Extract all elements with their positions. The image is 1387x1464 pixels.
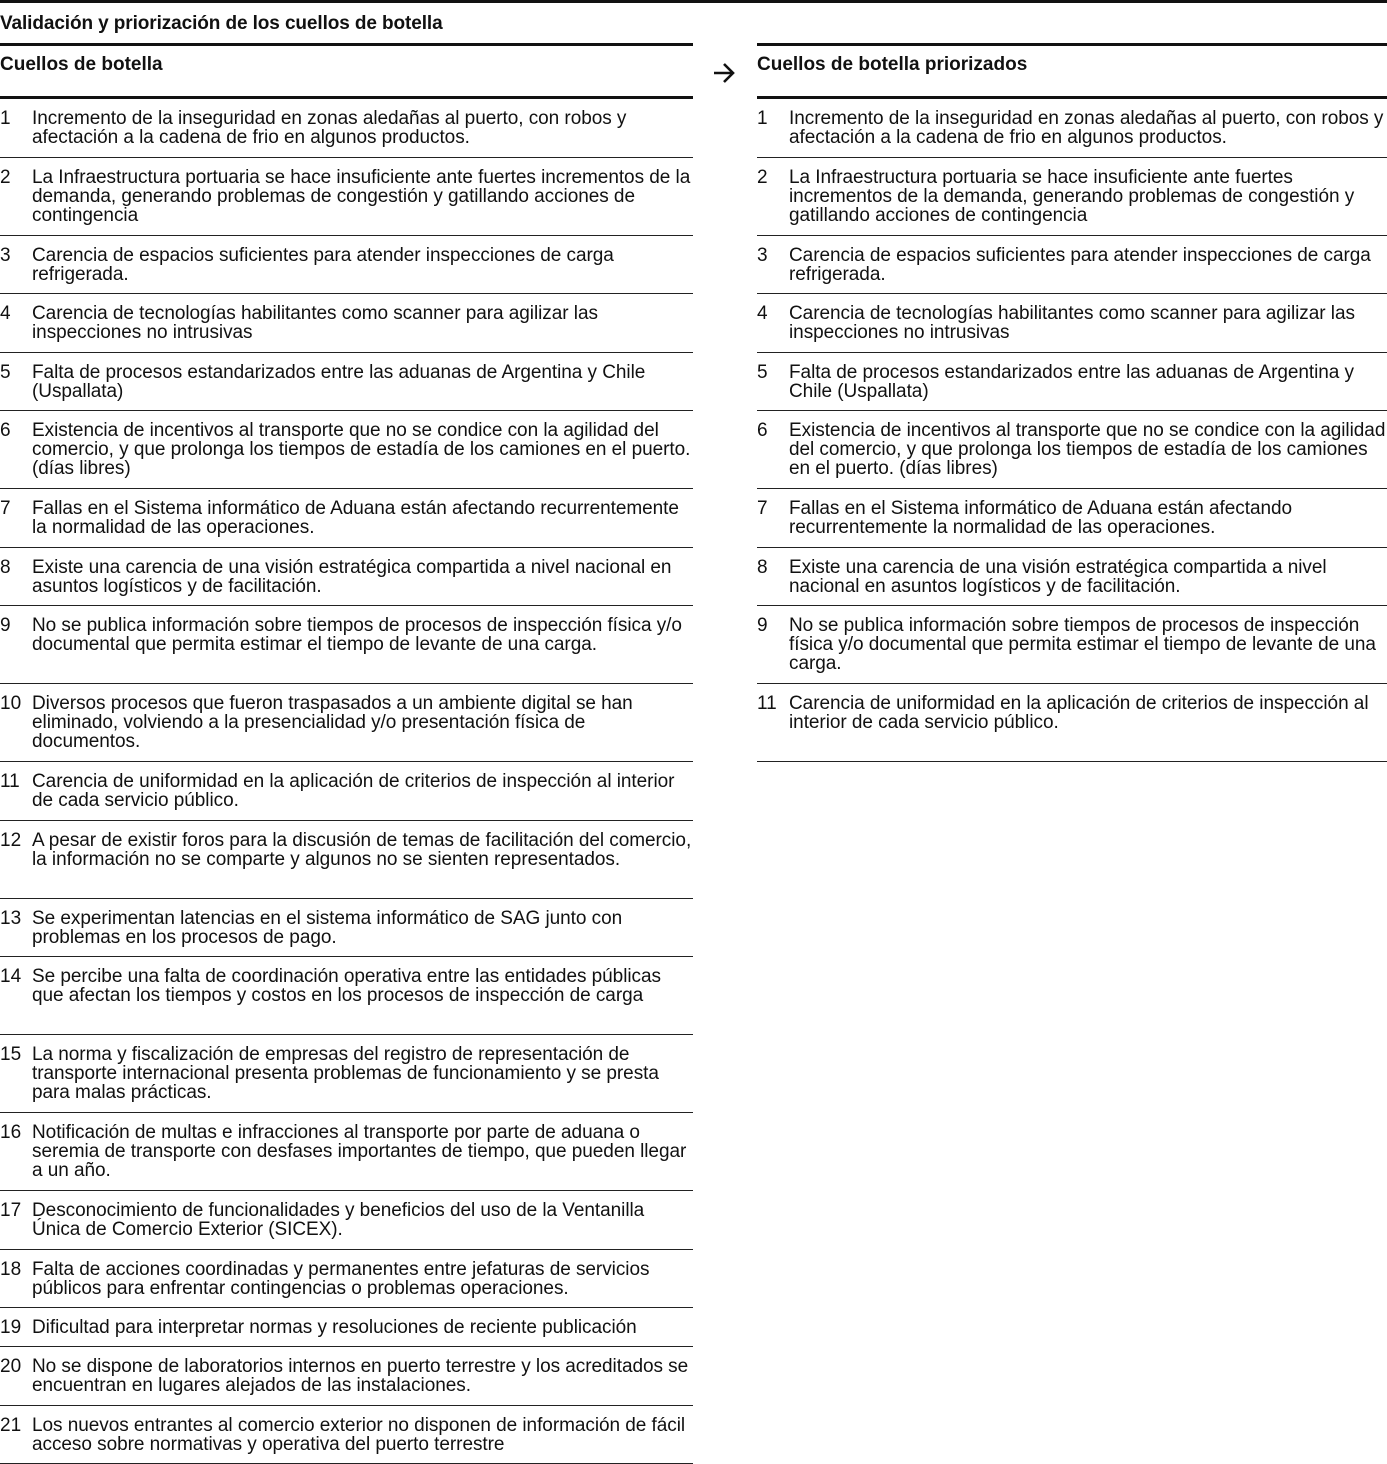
item-text: Fallas en el Sistema informático de Aduana están afectando recurrentemente la normalidad de las operaciones. (789, 499, 1387, 537)
list-item (757, 236, 1387, 295)
item-text: Desconocimiento de funcionalidades y beneficios del uso de la Ventanilla Única de Comercio Exterior (SICEX). (32, 1201, 693, 1239)
item-number: 3 (757, 246, 768, 265)
list-item (757, 158, 1387, 236)
item-number: 7 (757, 499, 768, 518)
item-text: Carencia de uniformidad en la aplicación de criterios de inspección al interior de cada servicio público. (789, 694, 1387, 732)
item-number: 10 (0, 694, 21, 713)
list-item (757, 294, 1387, 353)
left-panel (0, 43, 693, 1464)
item-text: Los nuevos entrantes al comercio exterior no disponen de información de fácil acceso sobre normativas y operativa del puerto terrestre (32, 1416, 693, 1454)
item-text: Dificultad para interpretar normas y resoluciones de reciente publicación (32, 1318, 693, 1337)
item-number: 6 (0, 421, 11, 440)
item-text: Falta de procesos estandarizados entre las aduanas de Argentina y Chile (Uspallata) (789, 363, 1387, 401)
item-text: Existe una carencia de una visión estratégica compartida a nivel nacional en asuntos logísticos y de facilitación. (789, 558, 1387, 596)
item-text: Fallas en el Sistema informático de Aduana están afectando recurrentemente la normalidad de las operaciones. (32, 499, 693, 537)
item-text: Falta de procesos estandarizados entre las aduanas de Argentina y Chile (Uspallata) (32, 363, 693, 401)
item-number: 9 (0, 616, 11, 635)
item-number: 2 (757, 168, 768, 187)
item-number: 15 (0, 1045, 21, 1064)
arrow-right-icon (711, 60, 737, 86)
list-item (0, 821, 693, 899)
item-text: Falta de acciones coordinadas y permanentes entre jefaturas de servicios públicos para enfrentar contingencias o problemas operaciones. (32, 1260, 693, 1298)
item-number: 16 (0, 1123, 21, 1142)
item-text: Existencia de incentivos al transporte que no se condice con la agilidad del comercio, y que prolonga los tiempos de estadía de los camiones en el puerto. (días libres) (32, 421, 693, 478)
item-number: 4 (757, 304, 768, 323)
list-item (0, 1406, 693, 1464)
item-text: Carencia de uniformidad en la aplicación de criterios de inspección al interior de cada servicio público. (32, 772, 693, 810)
list-item (0, 1308, 693, 1347)
item-number: 9 (757, 616, 768, 635)
right-panel-title: Cuellos de botella priorizados (757, 54, 1027, 76)
item-text: A pesar de existir foros para la discusión de temas de facilitación del comercio, la información no se comparte y algunos no se sienten representados. (32, 831, 693, 869)
item-text: La norma y fiscalización de empresas del registro de representación de transporte internacional presenta problemas de funcionamiento y se presta para malas prácticas. (32, 1045, 693, 1102)
item-text: No se dispone de laboratorios internos en puerto terrestre y los acreditados se encuentran en lugares alejados de las instalaciones. (32, 1357, 693, 1395)
item-text: Carencia de espacios suficientes para atender inspecciones de carga refrigerada. (32, 246, 693, 284)
item-text: Carencia de espacios suficientes para atender inspecciones de carga refrigerada. (789, 246, 1387, 284)
list-item (0, 1113, 693, 1191)
list-item (0, 294, 693, 353)
item-number: 1 (0, 109, 11, 128)
list-item (0, 1250, 693, 1309)
item-text: No se publica información sobre tiempos de procesos de inspección física y/o documental que permita estimar el tiempo de levante de una carga. (32, 616, 693, 654)
list-item (0, 411, 693, 489)
title-bar (0, 0, 1387, 44)
item-text: Carencia de tecnologías habilitantes como scanner para agilizar las inspecciones no intrusivas (789, 304, 1387, 342)
item-number: 1 (757, 109, 768, 128)
list-item (757, 353, 1387, 412)
right-panel-header (757, 43, 1387, 99)
list-item (0, 684, 693, 762)
item-number: 13 (0, 909, 21, 928)
item-number: 6 (757, 421, 768, 440)
list-item (757, 489, 1387, 548)
item-number: 19 (0, 1318, 21, 1337)
item-number: 8 (757, 558, 768, 577)
item-number: 4 (0, 304, 11, 323)
page-title: Validación y priorización de los cuellos de botella (0, 13, 443, 35)
item-text: No se publica información sobre tiempos de procesos de inspección física y/o documental que permita estimar el tiempo de levante de una carga. (789, 616, 1387, 673)
item-number: 5 (0, 363, 11, 382)
item-text: Existencia de incentivos al transporte que no se condice con la agilidad del comercio, y que prolonga los tiempos de estadía de los camiones en el puerto. (días libres) (789, 421, 1387, 478)
list-item (0, 158, 693, 236)
left-panel-header (0, 43, 693, 99)
item-number: 11 (0, 772, 20, 791)
list-item (0, 762, 693, 821)
right-panel (757, 43, 1387, 762)
item-text: Se experimentan latencias en el sistema informático de SAG junto con problemas en los procesos de pago. (32, 909, 693, 947)
list-item (0, 99, 693, 158)
item-number: 20 (0, 1357, 21, 1376)
item-text: Carencia de tecnologías habilitantes como scanner para agilizar las inspecciones no intrusivas (32, 304, 693, 342)
item-number: 17 (0, 1201, 21, 1220)
item-text: Existe una carencia de una visión estratégica compartida a nivel nacional en asuntos logísticos y de facilitación. (32, 558, 693, 596)
list-item (0, 353, 693, 412)
item-number: 5 (757, 363, 768, 382)
item-number: 3 (0, 246, 11, 265)
right-list (757, 99, 1387, 762)
item-number: 11 (757, 694, 777, 713)
item-text: Diversos procesos que fueron traspasados a un ambiente digital se han eliminado, volviendo a la presencialidad y/o presentación física de documentos. (32, 694, 693, 751)
item-number: 2 (0, 168, 11, 187)
list-item (0, 548, 693, 607)
item-text: Se percibe una falta de coordinación operativa entre las entidades públicas que afectan los tiempos y costos en los procesos de inspección de carga (32, 967, 693, 1005)
list-item (0, 606, 693, 684)
list-item (0, 236, 693, 295)
item-number: 14 (0, 967, 21, 986)
list-item (0, 489, 693, 548)
list-item (0, 1347, 693, 1406)
left-panel-title: Cuellos de botella (0, 54, 163, 76)
item-text: La Infraestructura portuaria se hace insuficiente ante fuertes incrementos de la demanda, generando problemas de congestión y gatillando acciones de contingencia (32, 168, 693, 225)
list-item (757, 684, 1387, 762)
item-text: Incremento de la inseguridad en zonas aledañas al puerto, con robos y afectación a la cadena de frio en algunos productos. (32, 109, 693, 147)
item-text: La Infraestructura portuaria se hace insuficiente ante fuertes incrementos de la demanda, generando problemas de congestión y gatillando acciones de contingencia (789, 168, 1387, 225)
list-item (0, 957, 693, 1035)
item-number: 8 (0, 558, 11, 577)
list-item (0, 1191, 693, 1250)
item-number: 21 (0, 1416, 21, 1435)
list-item (0, 1035, 693, 1113)
list-item (757, 411, 1387, 489)
list-item (757, 99, 1387, 158)
item-number: 18 (0, 1260, 21, 1279)
item-number: 7 (0, 499, 11, 518)
item-number: 12 (0, 831, 21, 850)
list-item (0, 899, 693, 958)
list-item (757, 606, 1387, 684)
item-text: Incremento de la inseguridad en zonas aledañas al puerto, con robos y afectación a la cadena de frio en algunos productos. (789, 109, 1387, 147)
left-list (0, 99, 693, 1464)
item-text: Notificación de multas e infracciones al transporte por parte de aduana o seremia de transporte con desfases importantes de tiempo, que pueden llegar a un año. (32, 1123, 693, 1180)
list-item (757, 548, 1387, 607)
